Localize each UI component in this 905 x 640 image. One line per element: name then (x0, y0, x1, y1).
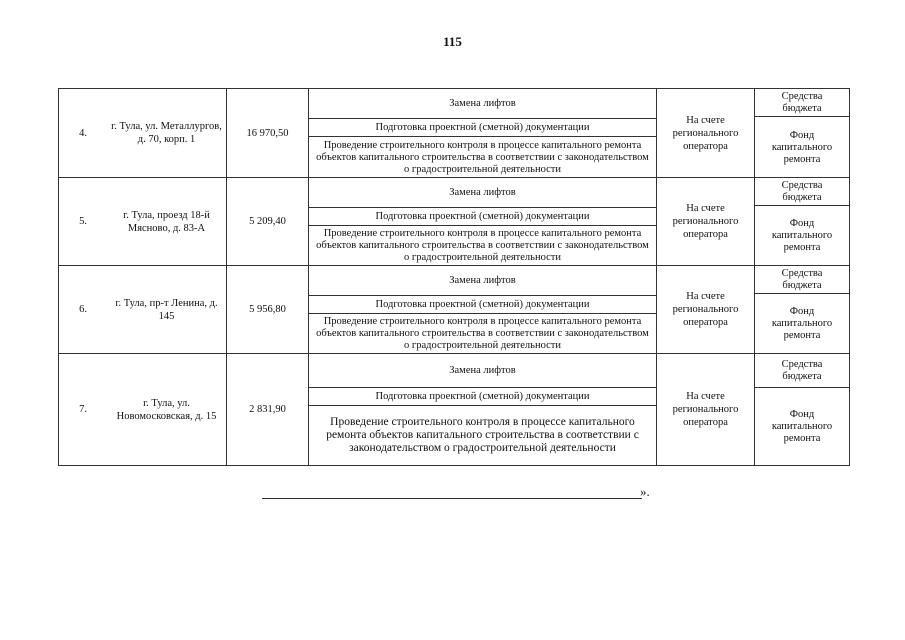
row-cost: 5 956,80 (227, 266, 309, 353)
row-executor: На счете регионального оператора (657, 266, 755, 353)
row-sources (755, 266, 849, 353)
work-item: Подготовка проектной (сметной) документации (309, 296, 656, 314)
row-works (309, 178, 657, 265)
work-item: Замена лифтов (309, 178, 656, 208)
row-sources (755, 354, 849, 465)
table-row (59, 354, 849, 465)
table-row (59, 89, 849, 178)
source-item: Средства бюджета (755, 266, 849, 294)
work-item: Замена лифтов (309, 354, 656, 388)
row-cost: 5 209,40 (227, 178, 309, 265)
row-works (309, 354, 657, 465)
source-item: Фонд капитального ремонта (771, 408, 833, 444)
work-item: Замена лифтов (309, 266, 656, 296)
row-sources (755, 178, 849, 265)
row-address: г. Тула, ул. Новомосковская, д. 15 (107, 354, 227, 465)
work-item: Подготовка проектной (сметной) документации (309, 119, 656, 137)
work-item: Подготовка проектной (сметной) документации (309, 388, 656, 406)
work-item: Проведение строительного контроля в процессе капитального ремонта объектов капитального строительства в соответствии с законодательством о градостроительной деятельности (316, 316, 649, 351)
row-number: 7. (79, 404, 87, 415)
row-executor: На счете регионального оператора (657, 89, 755, 177)
source-item: Фонд капитального ремонта (771, 218, 833, 253)
work-item: Замена лифтов (309, 89, 656, 119)
closing-quote: ». (640, 484, 650, 499)
source-item: Средства бюджета (755, 354, 849, 388)
row-cost: 16 970,50 (227, 89, 309, 177)
works-table (58, 88, 850, 466)
source-item: Средства бюджета (755, 89, 849, 117)
table-row (59, 266, 849, 354)
row-executor: На счете регионального оператора (657, 178, 755, 265)
source-item: Фонд капитального ремонта (771, 306, 833, 341)
work-item: Проведение строительного контроля в процессе капитального ремонта объектов капитального строительства в соответствии с законодательством о градостроительной деятельности (316, 139, 649, 175)
work-item: Проведение строительного контроля в процессе капитального ремонта объектов капитального строительства в соответствии с законодательством о градостроительной деятельности (316, 228, 649, 263)
row-address: г. Тула, пр-т Ленина, д. 145 (107, 266, 227, 353)
row-executor: На счете регионального оператора (657, 354, 755, 465)
row-address: г. Тула, ул. Металлургов, д. 70, корп. 1 (107, 89, 227, 177)
source-item: Средства бюджета (755, 178, 849, 206)
work-item: Проведение строительного контроля в процессе капитального ремонта объектов капитального строительства в соответствии с законодательством о градостроительной деятельности (326, 416, 639, 454)
row-address: г. Тула, проезд 18-й Мясново, д. 83-А (107, 178, 227, 265)
source-item: Фонд капитального ремонта (771, 129, 833, 165)
table-row (59, 178, 849, 266)
row-works (309, 89, 657, 177)
row-number: 5. (79, 216, 87, 227)
row-cost: 2 831,90 (227, 354, 309, 465)
row-works (309, 266, 657, 353)
row-number: 4. (79, 127, 87, 139)
closing-line (262, 488, 642, 499)
page-number: 115 (443, 34, 462, 49)
row-number: 6. (79, 304, 87, 315)
work-item: Подготовка проектной (сметной) документации (309, 208, 656, 226)
row-sources (755, 89, 849, 177)
